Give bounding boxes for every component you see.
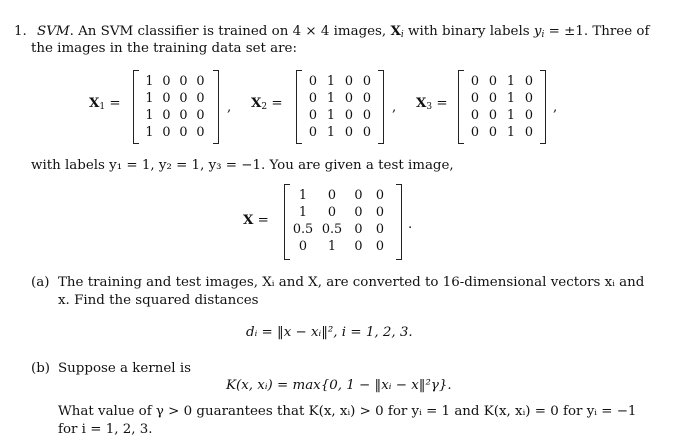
problem-topic: SVM — [37, 24, 70, 39]
intro-text-a: An SVM classifier is trained on 4 × 4 images, — [78, 24, 387, 39]
matrix-x-label: X = — [243, 212, 269, 228]
matrix-x2-body: 0 1 0 0 0 1 0 0 0 1 0 0 0 1 0 0 — [308, 74, 372, 140]
intro-text-b: with binary labels — [408, 24, 530, 39]
problem-intro-line-1: 1. SVM. An SVM classifier is trained on 4 × 4 images, $X_i$ with binary labels $y_i = \pm 1$. Three of — [14, 23, 650, 40]
part-b-line-1: Suppose a kernel is — [58, 361, 191, 376]
matrix-x — [284, 184, 402, 260]
problem-intro-line-2: the images in the training data set are: — [31, 41, 297, 56]
part-b-line-3: for i = 1, 2, 3. — [58, 422, 153, 437]
matrix-x3-body: 0 0 1 0 0 0 1 0 0 0 1 0 0 0 1 0 — [470, 74, 534, 140]
matrix-x2 — [296, 70, 384, 144]
matrix-x2-label: $X_2$ = — [251, 95, 283, 112]
problem-number: 1. — [14, 24, 27, 39]
matrix-x3-label: $X_3$ = — [416, 95, 448, 112]
matrix-x1-body: 1 0 0 0 1 0 0 0 1 0 0 0 1 0 0 0 — [145, 74, 205, 140]
intro-text-c: = ±1. Three of — [548, 24, 650, 39]
matrix-x1 — [133, 70, 219, 144]
matrix-x1-label: $X_1$ = — [89, 95, 121, 112]
part-b-line-2: What value of γ > 0 guarantees that K(x, xᵢ) > 0 for yᵢ = 1 and K(x, xᵢ) = 0 for yᵢ = −1 — [58, 404, 637, 419]
labels-line: with labels y₁ = 1, y₂ = 1, y₃ = −1. You are given a test image, — [31, 158, 454, 173]
part-a-formula: dᵢ = ‖x − xᵢ‖², i = 1, 2, 3. — [246, 325, 413, 340]
part-a-line-1: The training and test images, Xᵢ and X, are converted to 16-dimensional vectors xᵢ and — [58, 275, 645, 290]
part-b-tag: (b) — [31, 361, 51, 376]
part-b-formula: K(x, xᵢ) = max{0, 1 − ‖xᵢ − x‖²γ}. — [226, 378, 452, 393]
part-a-tag: (a) — [31, 275, 50, 290]
matrix-x3 — [458, 70, 546, 144]
part-a-line-2: x. Find the squared distances — [58, 293, 259, 308]
matrix-x-body: 1 0 0 0 1 0 0 0 0.5 0.5 0 0 0 1 0 0 — [292, 188, 385, 254]
